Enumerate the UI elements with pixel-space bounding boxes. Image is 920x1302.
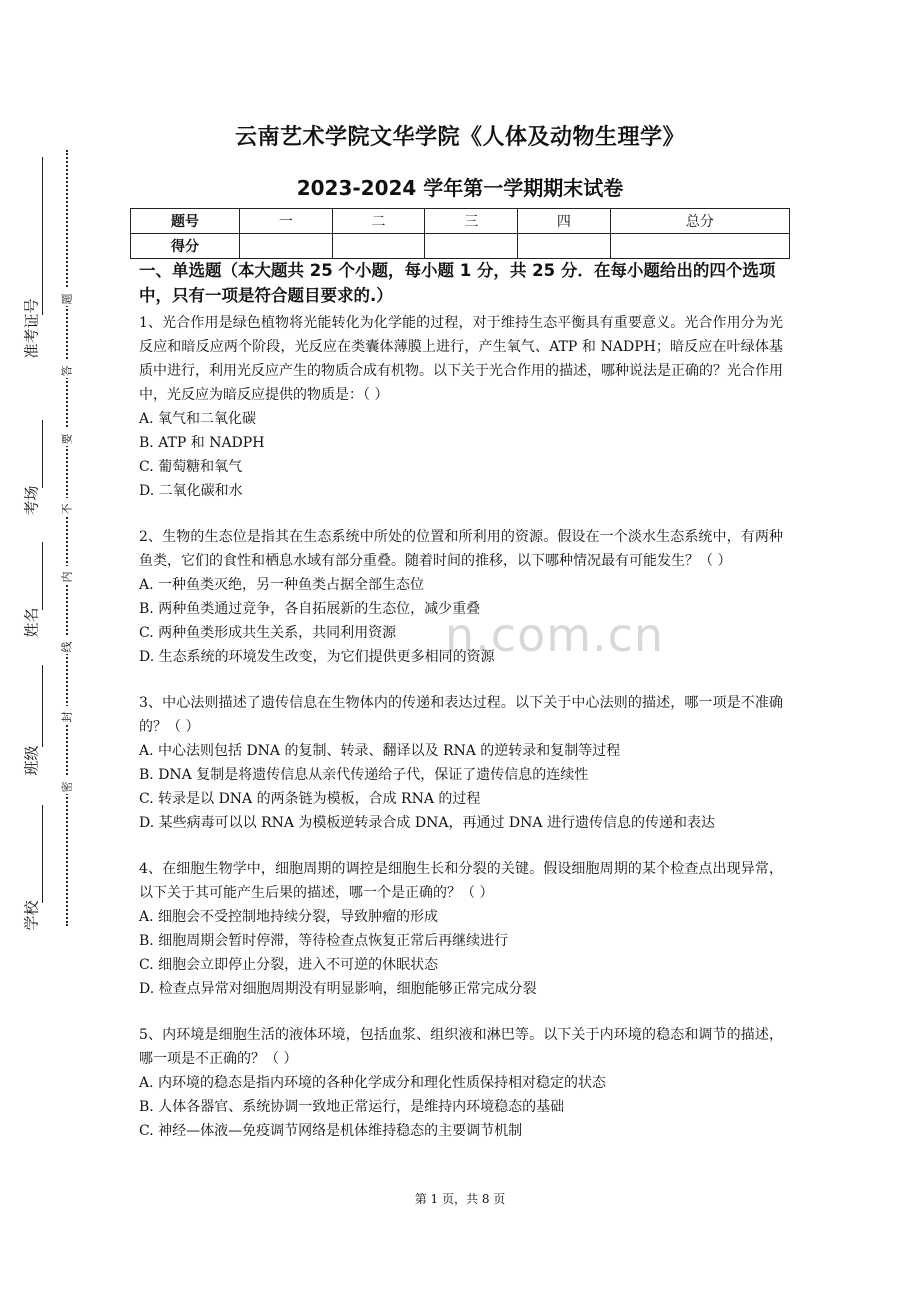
score-table-header: 总分 — [610, 209, 789, 234]
exam-title: 云南艺术学院文华学院《人体及动物生理学》 — [234, 125, 685, 150]
seal-word: 封 — [56, 706, 76, 724]
score-cell[interactable] — [610, 234, 789, 259]
seal-word: 题 — [56, 288, 76, 306]
option-b[interactable]: B. DNA 复制是将遗传信息从亲代传递给子代，保证了遗传信息的连续性 — [139, 767, 589, 783]
option-c[interactable]: C. 转录是以 DNA 的两条链为模板，合成 RNA 的过程 — [139, 791, 481, 807]
exam-subtitle: 2023-2024 学年第一学期期末试卷 — [296, 176, 624, 200]
question-stem: 1、光合作用是绿色植物将光能转化为化学能的过程，对于维持生态平衡具有重要意义。光合作用分为光反应和暗反应两个阶段，光反应在类囊体薄膜上进行，产生氧气、ATP 和 NADPH；暗反应在叶绿体基质中进行，利用光反应产生的物质合成有机物。以下关于光合作用的描述，哪种说法是正确的？光合作用中，光反应为暗反应提供的物质是：（ ） — [139, 315, 783, 403]
option-d[interactable]: D. 生态系统的环境发生改变，为它们提供更多相同的资源 — [139, 649, 495, 665]
score-cell[interactable] — [240, 234, 333, 259]
option-a[interactable]: A. 一种鱼类灭绝，另一种鱼类占据全部生态位 — [139, 577, 425, 593]
option-b[interactable]: B. 细胞周期会暂时停滞，等待检查点恢复正常后再继续进行 — [139, 933, 509, 949]
exam-content — [139, 258, 783, 1165]
seal-word: 要 — [56, 428, 76, 446]
score-cell[interactable] — [518, 234, 611, 259]
score-table-header-row — [131, 209, 790, 234]
name-label: 姓名 — [22, 607, 41, 638]
score-cell[interactable] — [425, 234, 518, 259]
option-c[interactable]: C. 两种鱼类形成共生关系，共同利用资源 — [139, 625, 397, 641]
score-row-label: 得分 — [131, 234, 240, 259]
name-line — [42, 542, 43, 610]
option-a[interactable]: A. 细胞会不受控制地持续分裂，导致肿瘤的形成 — [139, 909, 439, 925]
seal-word: 密 — [56, 776, 76, 794]
option-c[interactable]: C. 细胞会立即停止分裂，进入不可逆的休眠状态 — [139, 957, 439, 973]
option-a[interactable]: A. 中心法则包括 DNA 的复制、转录、翻译以及 RNA 的逆转录和复制等过程 — [139, 743, 621, 759]
class-line — [42, 665, 43, 747]
option-b[interactable]: B. ATP 和 NADPH — [139, 435, 265, 451]
exam-room-label: 考场 — [22, 485, 41, 516]
option-b[interactable]: B. 两种鱼类通过竞争，各自拓展新的生态位，减少重叠 — [139, 601, 481, 617]
question-stem: 2、生物的生态位是指其在生态系统中所处的位置和所利用的资源。假设在一个淡水生态系统中，有两种鱼类，它们的食性和栖息水域有部分重叠。随着时间的推移，以下哪种情况最有可能发生？（ ） — [139, 529, 783, 569]
score-table — [130, 208, 790, 259]
section-heading: 一、单选题（本大题共 25 个小题，每小题 1 分，共 25 分．在每小题给出的四个选项中，只有一项是符合题目要求的.） — [139, 261, 776, 305]
exam-number-label: 准考证号 — [22, 298, 41, 359]
option-c[interactable]: C. 葡萄糖和氧气 — [139, 459, 243, 475]
option-d[interactable]: D. 检查点异常对细胞周期没有明显影响，细胞能够正常完成分裂 — [139, 981, 537, 997]
question-stem: 5、内环境是细胞生活的液体环境，包括血浆、组织液和淋巴等。以下关于内环境的稳态和调节的描述，哪一项是不正确的？（ ） — [139, 1027, 783, 1067]
option-d[interactable]: D. 二氧化碳和水 — [139, 483, 243, 499]
option-c[interactable]: C. 神经—体液—免疫调节网络是机体维持稳态的主要调节机制 — [139, 1123, 523, 1139]
question-5 — [139, 1023, 783, 1143]
school-label: 学校 — [22, 900, 41, 931]
score-table-header: 二 — [332, 209, 425, 234]
seal-word: 内 — [56, 566, 76, 584]
seal-word: 不 — [56, 498, 76, 516]
question-stem: 3、中心法则描述了遗传信息在生物体内的传递和表达过程。以下关于中心法则的描述，哪一项是不准确的？（ ） — [139, 695, 783, 735]
score-table-score-row — [131, 234, 790, 259]
watermark: n.com.cn — [445, 608, 665, 662]
question-4 — [139, 857, 783, 1001]
option-a[interactable]: A. 氧气和二氧化碳 — [139, 411, 257, 427]
score-table-header: 三 — [425, 209, 518, 234]
question-2 — [139, 525, 783, 669]
class-label: 班级 — [22, 745, 41, 776]
question-3 — [139, 691, 783, 835]
score-table-header: 一 — [240, 209, 333, 234]
score-table-header: 四 — [518, 209, 611, 234]
score-table-header: 题号 — [131, 209, 240, 234]
option-d[interactable]: D. 某些病毒可以以 RNA 为模板逆转录合成 DNA，再通过 DNA 进行遗传信息的传递和表达 — [139, 815, 715, 831]
school-line — [42, 805, 43, 903]
question-stem: 4、在细胞生物学中，细胞周期的调控是细胞生长和分裂的关键。假设细胞周期的某个检查点出现异常，以下关于其可能产生后果的描述，哪一个是正确的？（ ） — [139, 861, 783, 901]
option-a[interactable]: A. 内环境的稳态是指内环境的各种化学成分和理化性质保持相对稳定的状态 — [139, 1075, 607, 1091]
exam-room-line — [42, 420, 43, 488]
seal-word: 答 — [56, 360, 76, 378]
page-footer: 第 1 页，共 8 页 — [414, 1192, 506, 1206]
question-1 — [139, 311, 783, 503]
seal-word: 线 — [56, 636, 76, 654]
seal-dotted-line — [66, 150, 68, 926]
option-b[interactable]: B. 人体各器官、系统协调一致地正常运行，是维持内环境稳态的基础 — [139, 1099, 565, 1115]
score-cell[interactable] — [332, 234, 425, 259]
